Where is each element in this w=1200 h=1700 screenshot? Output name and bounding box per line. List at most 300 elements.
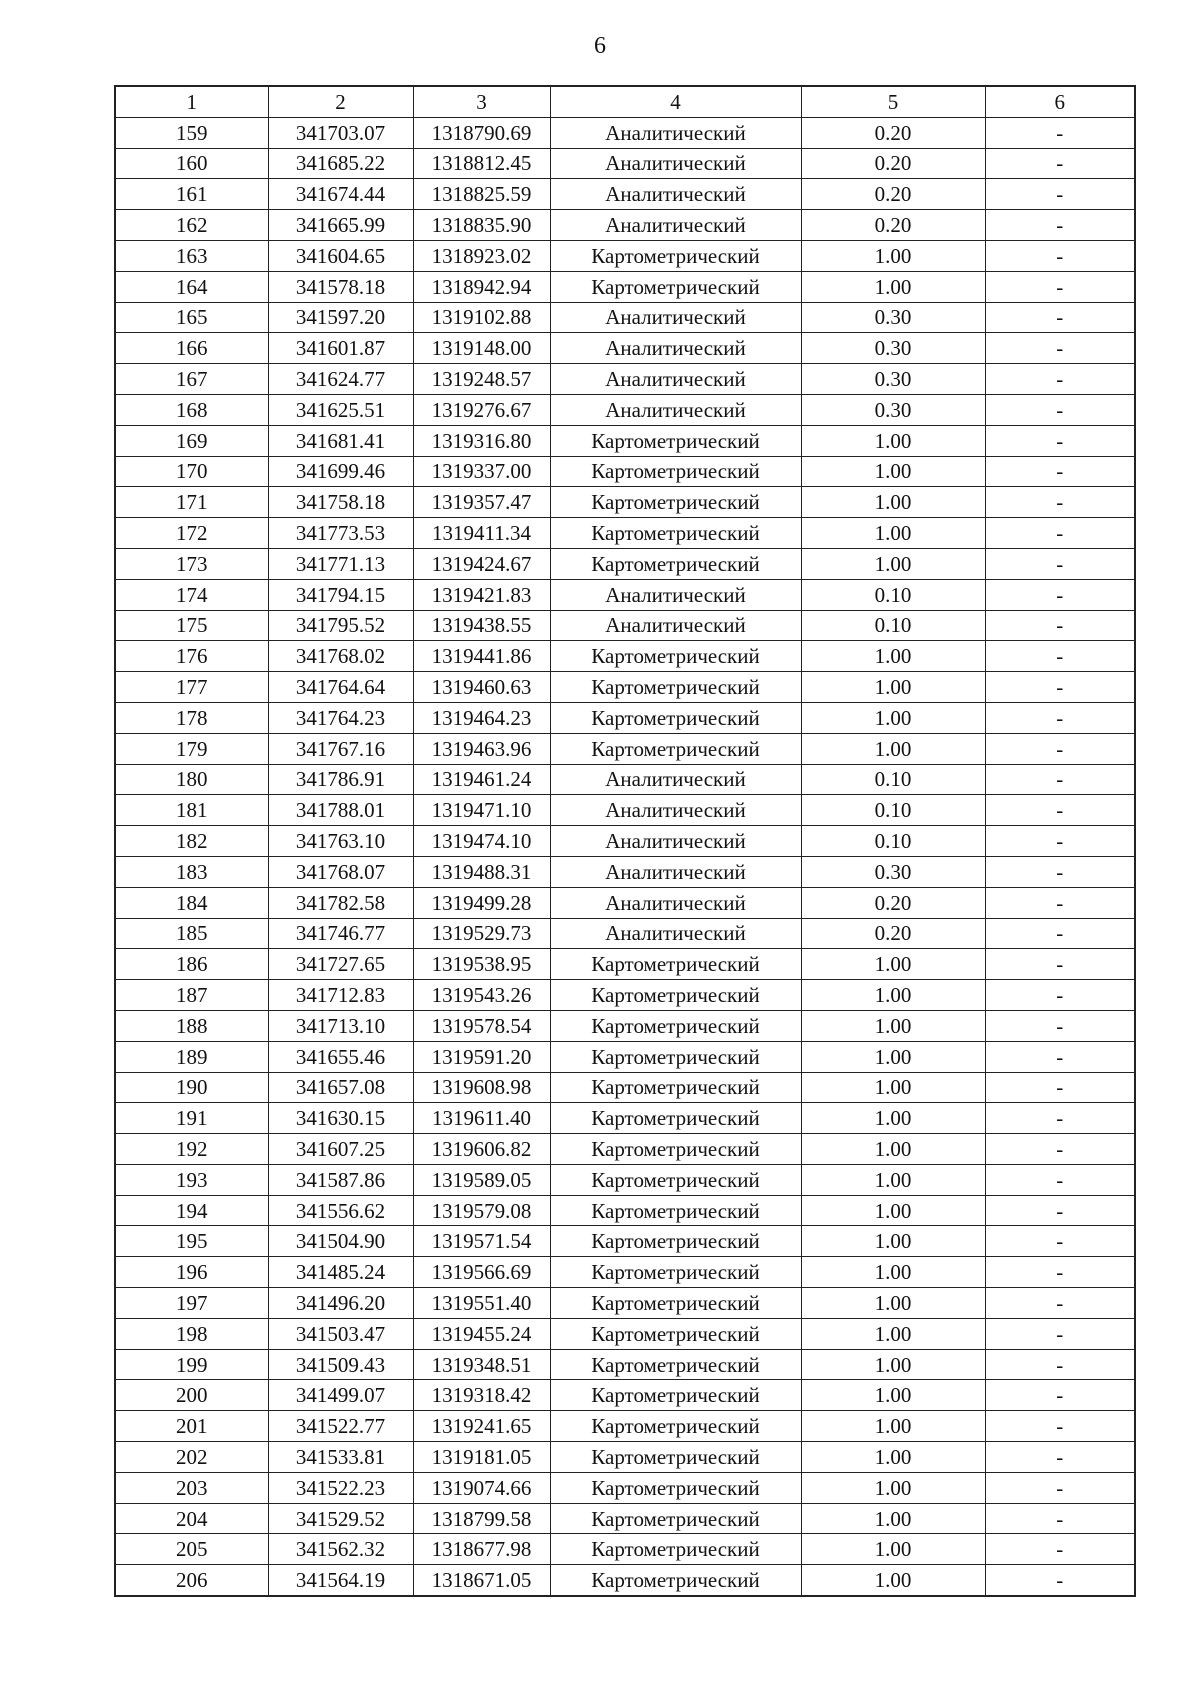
x-coordinate-cell: 341522.77 [268, 1411, 413, 1442]
y-coordinate-cell: 1318825.59 [413, 179, 550, 210]
y-coordinate-cell: 1319102.88 [413, 302, 550, 333]
point-number-cell: 161 [115, 179, 268, 210]
point-number-cell: 164 [115, 271, 268, 302]
point-number-cell: 178 [115, 702, 268, 733]
note-cell: - [985, 1318, 1135, 1349]
point-number-cell: 199 [115, 1349, 268, 1380]
point-number-cell: 165 [115, 302, 268, 333]
y-coordinate-cell: 1318671.05 [413, 1565, 550, 1596]
accuracy-cell: 1.00 [801, 518, 985, 549]
x-coordinate-cell: 341703.07 [268, 117, 413, 148]
note-cell: - [985, 456, 1135, 487]
accuracy-cell: 1.00 [801, 271, 985, 302]
method-cell: Картометрический [550, 1503, 801, 1534]
column-header-5: 5 [801, 86, 985, 117]
y-coordinate-cell: 1318835.90 [413, 210, 550, 241]
accuracy-cell: 0.20 [801, 887, 985, 918]
x-coordinate-cell: 341764.23 [268, 702, 413, 733]
table-row [115, 117, 1135, 148]
table-body [115, 117, 1135, 1596]
accuracy-cell: 0.10 [801, 795, 985, 826]
y-coordinate-cell: 1319538.95 [413, 949, 550, 980]
note-cell: - [985, 887, 1135, 918]
note-cell: - [985, 1103, 1135, 1134]
x-coordinate-cell: 341604.65 [268, 240, 413, 271]
accuracy-cell: 1.00 [801, 1534, 985, 1565]
table-row [115, 1411, 1135, 1442]
y-coordinate-cell: 1319589.05 [413, 1164, 550, 1195]
accuracy-cell: 1.00 [801, 1010, 985, 1041]
x-coordinate-cell: 341630.15 [268, 1103, 413, 1134]
y-coordinate-cell: 1319471.10 [413, 795, 550, 826]
method-cell: Картометрический [550, 548, 801, 579]
x-coordinate-cell: 341624.77 [268, 364, 413, 395]
coordinates-table [114, 85, 1136, 1597]
x-coordinate-cell: 341607.25 [268, 1134, 413, 1165]
y-coordinate-cell: 1319460.63 [413, 672, 550, 703]
point-number-cell: 185 [115, 918, 268, 949]
accuracy-cell: 1.00 [801, 702, 985, 733]
method-cell: Картометрический [550, 1164, 801, 1195]
x-coordinate-cell: 341768.07 [268, 856, 413, 887]
page-number: 6 [594, 33, 606, 59]
table-row [115, 1318, 1135, 1349]
method-cell: Картометрический [550, 1349, 801, 1380]
y-coordinate-cell: 1319181.05 [413, 1442, 550, 1473]
table-row [115, 548, 1135, 579]
note-cell: - [985, 1226, 1135, 1257]
method-cell: Картометрический [550, 518, 801, 549]
note-cell: - [985, 271, 1135, 302]
accuracy-cell: 0.20 [801, 918, 985, 949]
x-coordinate-cell: 341794.15 [268, 579, 413, 610]
accuracy-cell: 0.20 [801, 117, 985, 148]
y-coordinate-cell: 1318790.69 [413, 117, 550, 148]
x-coordinate-cell: 341655.46 [268, 1041, 413, 1072]
table-row [115, 826, 1135, 857]
x-coordinate-cell: 341499.07 [268, 1380, 413, 1411]
method-cell: Аналитический [550, 856, 801, 887]
y-coordinate-cell: 1319316.80 [413, 425, 550, 456]
x-coordinate-cell: 341562.32 [268, 1534, 413, 1565]
accuracy-cell: 0.30 [801, 364, 985, 395]
method-cell: Картометрический [550, 425, 801, 456]
y-coordinate-cell: 1319421.83 [413, 579, 550, 610]
table-row [115, 1472, 1135, 1503]
note-cell: - [985, 333, 1135, 364]
column-header-6: 6 [985, 86, 1135, 117]
y-coordinate-cell: 1319461.24 [413, 764, 550, 795]
y-coordinate-cell: 1319276.67 [413, 394, 550, 425]
accuracy-cell: 0.20 [801, 179, 985, 210]
accuracy-cell: 1.00 [801, 1318, 985, 1349]
method-cell: Картометрический [550, 1041, 801, 1072]
table-row [115, 1164, 1135, 1195]
table-row [115, 456, 1135, 487]
method-cell: Картометрический [550, 641, 801, 672]
table-row [115, 1010, 1135, 1041]
x-coordinate-cell: 341768.02 [268, 641, 413, 672]
y-coordinate-cell: 1319529.73 [413, 918, 550, 949]
x-coordinate-cell: 341509.43 [268, 1349, 413, 1380]
column-header-3: 3 [413, 86, 550, 117]
table-row [115, 240, 1135, 271]
point-number-cell: 182 [115, 826, 268, 857]
x-coordinate-cell: 341597.20 [268, 302, 413, 333]
table-row [115, 1195, 1135, 1226]
method-cell: Картометрический [550, 1134, 801, 1165]
note-cell: - [985, 826, 1135, 857]
method-cell: Аналитический [550, 795, 801, 826]
y-coordinate-cell: 1319357.47 [413, 487, 550, 518]
x-coordinate-cell: 341685.22 [268, 148, 413, 179]
point-number-cell: 188 [115, 1010, 268, 1041]
method-cell: Картометрический [550, 1318, 801, 1349]
point-number-cell: 181 [115, 795, 268, 826]
table-row [115, 1134, 1135, 1165]
accuracy-cell: 1.00 [801, 1503, 985, 1534]
accuracy-cell: 1.00 [801, 1164, 985, 1195]
y-coordinate-cell: 1318923.02 [413, 240, 550, 271]
note-cell: - [985, 610, 1135, 641]
table-row [115, 1288, 1135, 1319]
y-coordinate-cell: 1319241.65 [413, 1411, 550, 1442]
table-row [115, 764, 1135, 795]
method-cell: Картометрический [550, 1565, 801, 1596]
table-row [115, 887, 1135, 918]
y-coordinate-cell: 1319578.54 [413, 1010, 550, 1041]
point-number-cell: 169 [115, 425, 268, 456]
y-coordinate-cell: 1319608.98 [413, 1072, 550, 1103]
accuracy-cell: 0.20 [801, 148, 985, 179]
point-number-cell: 203 [115, 1472, 268, 1503]
y-coordinate-cell: 1319499.28 [413, 887, 550, 918]
accuracy-cell: 1.00 [801, 425, 985, 456]
accuracy-cell: 1.00 [801, 1442, 985, 1473]
point-number-cell: 186 [115, 949, 268, 980]
column-header-4: 4 [550, 86, 801, 117]
point-number-cell: 180 [115, 764, 268, 795]
method-cell: Картометрический [550, 980, 801, 1011]
x-coordinate-cell: 341665.99 [268, 210, 413, 241]
note-cell: - [985, 856, 1135, 887]
table-row [115, 271, 1135, 302]
accuracy-cell: 1.00 [801, 1041, 985, 1072]
point-number-cell: 167 [115, 364, 268, 395]
column-header-1: 1 [115, 86, 268, 117]
table-row [115, 1226, 1135, 1257]
accuracy-cell: 1.00 [801, 1195, 985, 1226]
method-cell: Картометрический [550, 1257, 801, 1288]
x-coordinate-cell: 341601.87 [268, 333, 413, 364]
y-coordinate-cell: 1319337.00 [413, 456, 550, 487]
point-number-cell: 204 [115, 1503, 268, 1534]
method-cell: Аналитический [550, 610, 801, 641]
table-row [115, 856, 1135, 887]
y-coordinate-cell: 1319579.08 [413, 1195, 550, 1226]
note-cell: - [985, 1041, 1135, 1072]
table-row [115, 1349, 1135, 1380]
x-coordinate-cell: 341771.13 [268, 548, 413, 579]
method-cell: Картометрический [550, 1226, 801, 1257]
accuracy-cell: 1.00 [801, 1072, 985, 1103]
accuracy-cell: 1.00 [801, 456, 985, 487]
accuracy-cell: 1.00 [801, 1380, 985, 1411]
point-number-cell: 176 [115, 641, 268, 672]
point-number-cell: 183 [115, 856, 268, 887]
note-cell: - [985, 148, 1135, 179]
point-number-cell: 190 [115, 1072, 268, 1103]
x-coordinate-cell: 341578.18 [268, 271, 413, 302]
accuracy-cell: 0.30 [801, 394, 985, 425]
x-coordinate-cell: 341522.23 [268, 1472, 413, 1503]
table-row [115, 980, 1135, 1011]
method-cell: Аналитический [550, 179, 801, 210]
y-coordinate-cell: 1318942.94 [413, 271, 550, 302]
y-coordinate-cell: 1319611.40 [413, 1103, 550, 1134]
point-number-cell: 202 [115, 1442, 268, 1473]
method-cell: Аналитический [550, 364, 801, 395]
point-number-cell: 160 [115, 148, 268, 179]
table-row [115, 579, 1135, 610]
method-cell: Аналитический [550, 394, 801, 425]
method-cell: Картометрический [550, 456, 801, 487]
y-coordinate-cell: 1318677.98 [413, 1534, 550, 1565]
y-coordinate-cell: 1319464.23 [413, 702, 550, 733]
method-cell: Картометрический [550, 733, 801, 764]
note-cell: - [985, 795, 1135, 826]
accuracy-cell: 1.00 [801, 1226, 985, 1257]
note-cell: - [985, 179, 1135, 210]
accuracy-cell: 1.00 [801, 980, 985, 1011]
y-coordinate-cell: 1319248.57 [413, 364, 550, 395]
y-coordinate-cell: 1319438.55 [413, 610, 550, 641]
method-cell: Картометрический [550, 1103, 801, 1134]
point-number-cell: 189 [115, 1041, 268, 1072]
table-row [115, 795, 1135, 826]
x-coordinate-cell: 341657.08 [268, 1072, 413, 1103]
point-number-cell: 170 [115, 456, 268, 487]
y-coordinate-cell: 1318799.58 [413, 1503, 550, 1534]
note-cell: - [985, 240, 1135, 271]
accuracy-cell: 1.00 [801, 1103, 985, 1134]
table-header-row [115, 86, 1135, 117]
table-row [115, 148, 1135, 179]
point-number-cell: 184 [115, 887, 268, 918]
point-number-cell: 192 [115, 1134, 268, 1165]
note-cell: - [985, 117, 1135, 148]
table-row [115, 672, 1135, 703]
method-cell: Картометрический [550, 672, 801, 703]
accuracy-cell: 0.10 [801, 579, 985, 610]
y-coordinate-cell: 1319424.67 [413, 548, 550, 579]
point-number-cell: 194 [115, 1195, 268, 1226]
x-coordinate-cell: 341529.52 [268, 1503, 413, 1534]
x-coordinate-cell: 341795.52 [268, 610, 413, 641]
accuracy-cell: 1.00 [801, 240, 985, 271]
accuracy-cell: 0.30 [801, 333, 985, 364]
accuracy-cell: 0.30 [801, 856, 985, 887]
x-coordinate-cell: 341625.51 [268, 394, 413, 425]
y-coordinate-cell: 1319318.42 [413, 1380, 550, 1411]
y-coordinate-cell: 1319543.26 [413, 980, 550, 1011]
accuracy-cell: 1.00 [801, 487, 985, 518]
note-cell: - [985, 1164, 1135, 1195]
point-number-cell: 201 [115, 1411, 268, 1442]
point-number-cell: 173 [115, 548, 268, 579]
x-coordinate-cell: 341674.44 [268, 179, 413, 210]
method-cell: Картометрический [550, 240, 801, 271]
method-cell: Картометрический [550, 1195, 801, 1226]
x-coordinate-cell: 341504.90 [268, 1226, 413, 1257]
note-cell: - [985, 1503, 1135, 1534]
point-number-cell: 162 [115, 210, 268, 241]
column-header-2: 2 [268, 86, 413, 117]
note-cell: - [985, 1411, 1135, 1442]
table-row [115, 210, 1135, 241]
table-row [115, 518, 1135, 549]
method-cell: Картометрический [550, 1288, 801, 1319]
note-cell: - [985, 579, 1135, 610]
accuracy-cell: 0.10 [801, 826, 985, 857]
y-coordinate-cell: 1319488.31 [413, 856, 550, 887]
note-cell: - [985, 394, 1135, 425]
point-number-cell: 177 [115, 672, 268, 703]
note-cell: - [985, 641, 1135, 672]
y-coordinate-cell: 1319148.00 [413, 333, 550, 364]
note-cell: - [985, 949, 1135, 980]
y-coordinate-cell: 1319441.86 [413, 641, 550, 672]
y-coordinate-cell: 1319606.82 [413, 1134, 550, 1165]
note-cell: - [985, 733, 1135, 764]
table-row [115, 1380, 1135, 1411]
method-cell: Аналитический [550, 117, 801, 148]
y-coordinate-cell: 1319074.66 [413, 1472, 550, 1503]
note-cell: - [985, 1010, 1135, 1041]
table-row [115, 610, 1135, 641]
method-cell: Картометрический [550, 1472, 801, 1503]
method-cell: Картометрический [550, 1411, 801, 1442]
method-cell: Аналитический [550, 210, 801, 241]
point-number-cell: 200 [115, 1380, 268, 1411]
x-coordinate-cell: 341533.81 [268, 1442, 413, 1473]
accuracy-cell: 1.00 [801, 1257, 985, 1288]
method-cell: Картометрический [550, 1010, 801, 1041]
point-number-cell: 168 [115, 394, 268, 425]
x-coordinate-cell: 341786.91 [268, 764, 413, 795]
accuracy-cell: 1.00 [801, 1288, 985, 1319]
note-cell: - [985, 1380, 1135, 1411]
method-cell: Картометрический [550, 1380, 801, 1411]
accuracy-cell: 0.30 [801, 302, 985, 333]
accuracy-cell: 1.00 [801, 1349, 985, 1380]
x-coordinate-cell: 341485.24 [268, 1257, 413, 1288]
table-row [115, 487, 1135, 518]
note-cell: - [985, 518, 1135, 549]
method-cell: Картометрический [550, 487, 801, 518]
note-cell: - [985, 548, 1135, 579]
x-coordinate-cell: 341699.46 [268, 456, 413, 487]
table-row [115, 302, 1135, 333]
note-cell: - [985, 1072, 1135, 1103]
table-row [115, 918, 1135, 949]
note-cell: - [985, 1257, 1135, 1288]
accuracy-cell: 1.00 [801, 548, 985, 579]
table-row [115, 1534, 1135, 1565]
x-coordinate-cell: 341727.65 [268, 949, 413, 980]
point-number-cell: 163 [115, 240, 268, 271]
table-row [115, 733, 1135, 764]
table-row [115, 179, 1135, 210]
table-row [115, 1565, 1135, 1596]
accuracy-cell: 1.00 [801, 949, 985, 980]
table-row [115, 949, 1135, 980]
method-cell: Картометрический [550, 949, 801, 980]
note-cell: - [985, 672, 1135, 703]
y-coordinate-cell: 1319474.10 [413, 826, 550, 857]
x-coordinate-cell: 341763.10 [268, 826, 413, 857]
accuracy-cell: 1.00 [801, 672, 985, 703]
point-number-cell: 191 [115, 1103, 268, 1134]
x-coordinate-cell: 341503.47 [268, 1318, 413, 1349]
table-row [115, 641, 1135, 672]
table-row [115, 1041, 1135, 1072]
point-number-cell: 206 [115, 1565, 268, 1596]
point-number-cell: 172 [115, 518, 268, 549]
table-row [115, 1257, 1135, 1288]
y-coordinate-cell: 1319411.34 [413, 518, 550, 549]
accuracy-cell: 1.00 [801, 1134, 985, 1165]
y-coordinate-cell: 1319551.40 [413, 1288, 550, 1319]
point-number-cell: 179 [115, 733, 268, 764]
note-cell: - [985, 364, 1135, 395]
note-cell: - [985, 425, 1135, 456]
note-cell: - [985, 1534, 1135, 1565]
table-row [115, 394, 1135, 425]
method-cell: Аналитический [550, 918, 801, 949]
x-coordinate-cell: 341587.86 [268, 1164, 413, 1195]
x-coordinate-cell: 341556.62 [268, 1195, 413, 1226]
y-coordinate-cell: 1319571.54 [413, 1226, 550, 1257]
x-coordinate-cell: 341713.10 [268, 1010, 413, 1041]
table-row [115, 425, 1135, 456]
note-cell: - [985, 1134, 1135, 1165]
point-number-cell: 195 [115, 1226, 268, 1257]
accuracy-cell: 1.00 [801, 1565, 985, 1596]
y-coordinate-cell: 1319463.96 [413, 733, 550, 764]
accuracy-cell: 1.00 [801, 641, 985, 672]
method-cell: Картометрический [550, 702, 801, 733]
method-cell: Картометрический [550, 1442, 801, 1473]
table-row [115, 1072, 1135, 1103]
point-number-cell: 166 [115, 333, 268, 364]
point-number-cell: 193 [115, 1164, 268, 1195]
point-number-cell: 159 [115, 117, 268, 148]
x-coordinate-cell: 341758.18 [268, 487, 413, 518]
table-row [115, 364, 1135, 395]
note-cell: - [985, 980, 1135, 1011]
x-coordinate-cell: 341782.58 [268, 887, 413, 918]
y-coordinate-cell: 1319566.69 [413, 1257, 550, 1288]
method-cell: Аналитический [550, 826, 801, 857]
x-coordinate-cell: 341681.41 [268, 425, 413, 456]
point-number-cell: 174 [115, 579, 268, 610]
accuracy-cell: 1.00 [801, 1472, 985, 1503]
accuracy-cell: 0.20 [801, 210, 985, 241]
y-coordinate-cell: 1319591.20 [413, 1041, 550, 1072]
accuracy-cell: 1.00 [801, 1411, 985, 1442]
note-cell: - [985, 1195, 1135, 1226]
